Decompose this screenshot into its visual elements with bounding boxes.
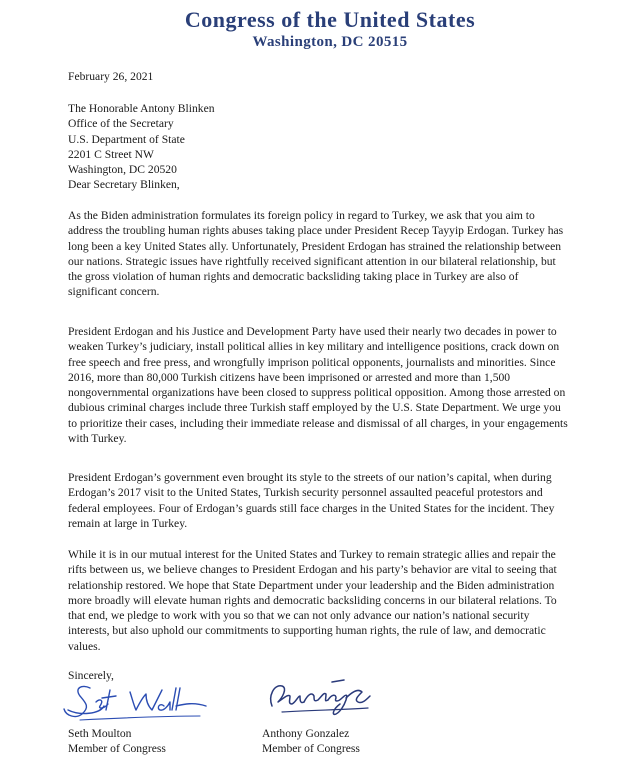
body-paragraph: While it is in our mutual interest for the United States and Turkey to remain strategic allies and repair the rifts between us, we believe changes to President Erdogan and his party’s behavior are vital to seeing that relationship restored. We hope that State Department under your leadership and the Biden administration more broadly will elevate human rights and democratic backsliding concerns in our bilateral relations. To that end, we pledge to work with you so that we can not only advance our nation’s national security interests, but also uphold our commitments to supporting human rights, the rule of law, and democratic values. xyxy=(68,548,557,653)
closing: Sincerely, xyxy=(68,669,114,682)
recipient-line: Office of the Secretary xyxy=(68,117,174,131)
recipient-line: Washington, DC 20520 xyxy=(68,163,177,177)
signer-name: Anthony Gonzalez xyxy=(262,727,350,740)
signature-anthony-gonzalez xyxy=(262,672,372,718)
letterhead xyxy=(0,8,640,51)
letterhead-title: Congress of the United States xyxy=(184,7,476,32)
body-paragraph: President Erdogan’s government even brought its style to the streets of our nation’s capital, when during Erdogan’s 2017 visit to the United States, Turkish security personnel assaulted peaceful protestors and federal employees. Four of Erdogan’s guards still face charges in the United States for the incident. They remain at large in Turkey. xyxy=(68,471,555,530)
signature-seth-moulton xyxy=(60,676,210,726)
signer-title: Member of Congress xyxy=(262,742,360,756)
recipient-line: 2201 C Street NW xyxy=(68,147,154,161)
body-paragraph: President Erdogan and his Justice and Development Party have used their nearly two decades in power to weaken Turkey’s judiciary, install political allies in key military and intelligence positions, crack down on free speech and free press, and wrongfully imprison political opponents, journalists and minorities. Since 2016, more than 80,000 Turkish citizens have been imprisoned or arrested and more than 1,500 nongovernmental organizations have been closed to suppress political opposition. Among those arrested on dubious criminal charges include three Turkish staff employed by the U.S. State Department. We urge you to prioritize their cases, including their immediate release and dismissal of all charges, in your engagements with Turkey. xyxy=(68,325,568,446)
recipient-line: The Honorable Antony Blinken xyxy=(68,102,215,115)
recipient-address xyxy=(68,101,568,177)
signer-block xyxy=(68,726,166,757)
signer-title: Member of Congress xyxy=(68,742,166,756)
salutation: Dear Secretary Blinken, xyxy=(68,178,180,191)
body-paragraph: As the Biden administration formulates its foreign policy in regard to Turkey, we ask that you aim to address the troubling human rights abuses taking place under President Recep Tayyip Erdogan. Turkey has long been a key United States ally. Unfortunately, President Erdogan has strained the relationship between our nations. Strategic issues have rightfully received significant attention in our bilateral relationship, but the gross violation of human rights and democratic backsliding taking place in Turkey are also of significant concern. xyxy=(68,209,564,299)
letter-date: February 26, 2021 xyxy=(68,70,154,83)
signer-name: Seth Moulton xyxy=(68,727,132,740)
letterhead-location: Washington, DC 20515 xyxy=(252,34,408,50)
signer-block xyxy=(262,726,360,757)
recipient-line: U.S. Department of State xyxy=(68,132,185,146)
